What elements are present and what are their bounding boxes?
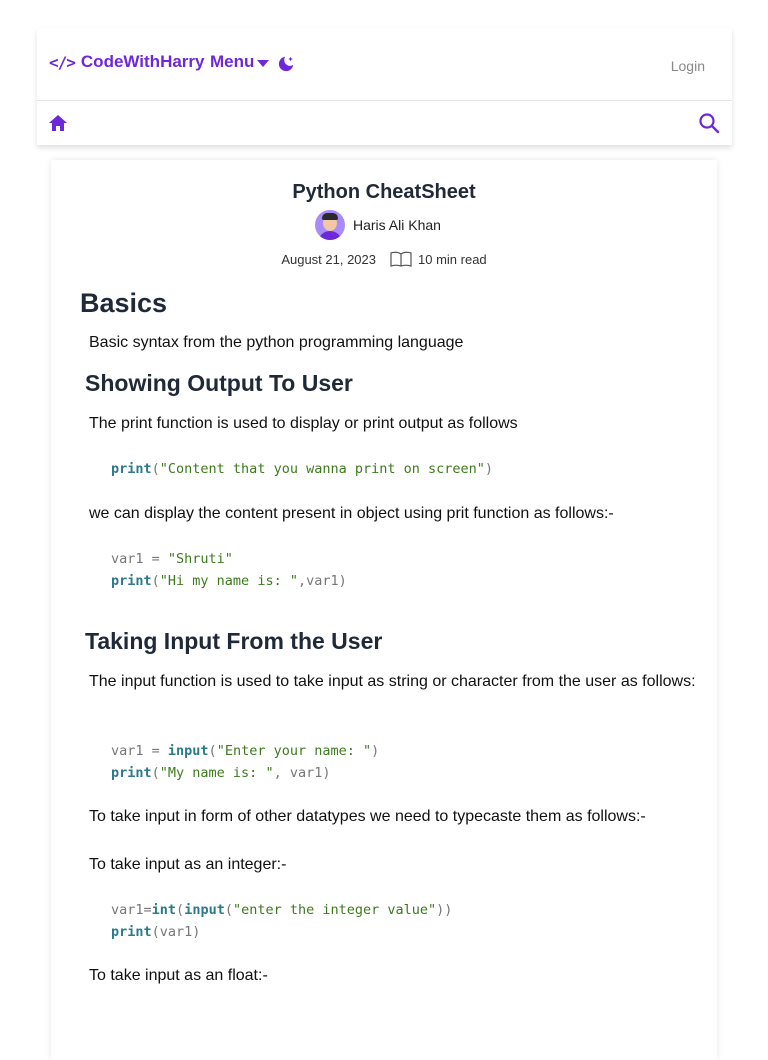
code-block-variable: var1 = "Shruti" print("Hi my name is: ",var1) xyxy=(111,551,347,589)
paragraph-float: To take input as an float:- xyxy=(89,967,268,984)
code-block-print: print("Content that you wanna print on screen") xyxy=(111,461,494,477)
heading-basics: Basics xyxy=(80,288,168,318)
article-title: Python CheatSheet xyxy=(292,181,476,203)
moon-star-icon[interactable] xyxy=(277,55,295,73)
avatar xyxy=(315,210,345,240)
paragraph-integer: To take input as an integer:- xyxy=(89,856,287,873)
author-name: Haris Ali Khan xyxy=(353,217,441,233)
publish-date: August 21, 2023 xyxy=(281,251,377,267)
heading-output: Showing Output To User xyxy=(85,370,353,396)
brand-name: CodeWithHarry xyxy=(80,52,205,71)
navbar xyxy=(37,28,732,145)
paragraph-typecast: To take input in form of other datatypes we need to typecaste them as follows:- xyxy=(89,808,646,825)
navbar-top xyxy=(37,28,732,101)
login-link[interactable]: Login xyxy=(670,58,705,74)
article-meta xyxy=(0,251,768,267)
search-icon[interactable] xyxy=(698,112,720,134)
code-block-integer: var1=int(input("enter the integer value")) print(var1) xyxy=(111,902,453,940)
navbar-bottom xyxy=(37,101,732,145)
menu-dropdown[interactable] xyxy=(210,52,269,72)
caret-down-icon xyxy=(257,60,269,67)
paragraph-basics: Basic syntax from the python programming language xyxy=(89,334,464,351)
brand-code-icon: </> xyxy=(49,52,75,72)
home-icon[interactable] xyxy=(48,113,68,133)
paragraph-input: The input function is used to take input as string or character from the user as follows: xyxy=(89,673,696,690)
code-block-input: var1 = input("Enter your name: ") print("My name is: ", var1) xyxy=(111,743,380,781)
paragraph-output: The print function is used to display or print output as follows xyxy=(89,415,518,432)
paragraph-object: we can display the content present in object using prit function as follows:- xyxy=(89,505,614,522)
brand-logo[interactable] xyxy=(49,52,205,72)
author-info[interactable] xyxy=(315,210,441,240)
book-icon xyxy=(390,251,412,267)
menu-label: Menu xyxy=(210,52,255,71)
read-time: 10 min read xyxy=(418,251,487,267)
heading-input: Taking Input From the User xyxy=(85,628,383,654)
